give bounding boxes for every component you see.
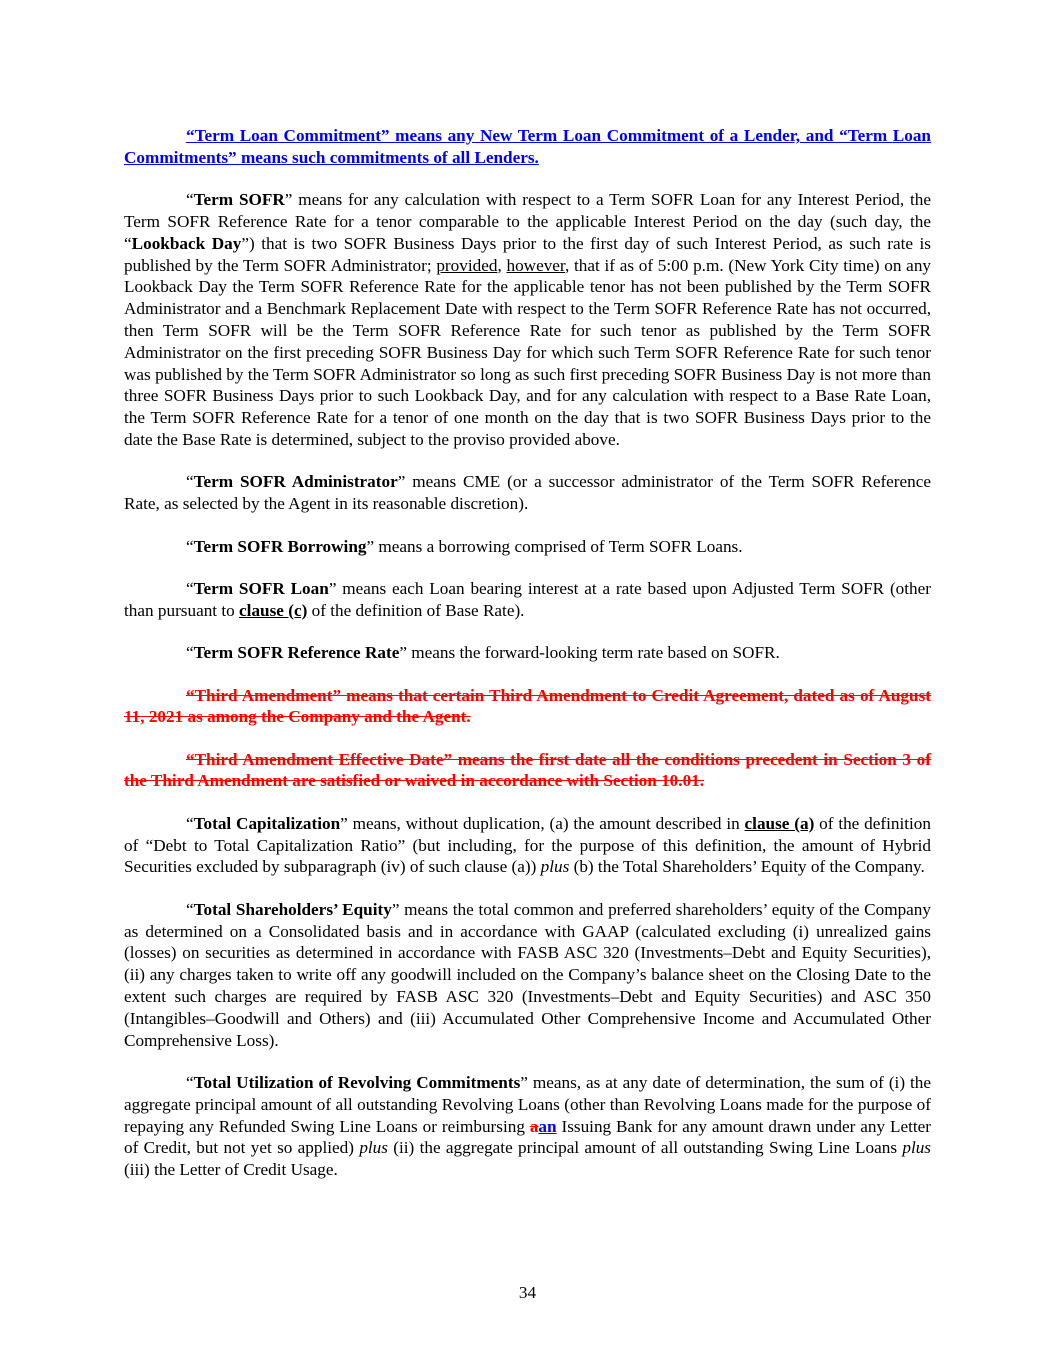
deleted-text: “Third Amendment Effective Date” means the first date all the conditions precedent in Section 3 of the Third Amendment are satisfied or waived in accordance with Section 10.01. — [124, 749, 931, 791]
deleted-text: a — [529, 1116, 539, 1136]
definition-paragraph — [124, 1072, 931, 1181]
deleted-text: “Third Amendment” means that certain Third Amendment to Credit Agreement, dated as of August 11, 2021 as among the Company and the Agent. — [124, 685, 931, 727]
text-run: ”) that is two SOFR Business Days prior to the first day of such Interest Period, as such rate is published by the Term SOFR Administrator; — [124, 233, 931, 275]
underlined-term: provided — [436, 255, 498, 275]
text-run: “ — [186, 899, 194, 919]
italic-term: plus — [540, 857, 570, 877]
text-run: “ — [186, 190, 194, 210]
clause-reference: clause (c) — [239, 600, 308, 620]
definition-paragraph — [124, 642, 931, 664]
definition-paragraph — [124, 578, 931, 622]
inserted-definition-paragraph — [124, 125, 931, 169]
text-run: ” means the forward-looking term rate based on SOFR. — [399, 643, 780, 663]
inserted-text: an — [538, 1116, 557, 1136]
italic-term: plus — [902, 1138, 931, 1158]
text-run: Issuing Bank for any amount drawn under any Letter of Credit, but not yet so applied) — [124, 1116, 932, 1158]
text-run: ” means, without duplication, (a) the amount described in — [340, 813, 745, 833]
text-run: ” means CME (or a successor administrator of the Term SOFR Reference Rate, as selected by the Agent in its reasonable discretion). — [124, 472, 932, 514]
text-run: “ — [186, 813, 194, 833]
definition-paragraph — [124, 813, 931, 878]
definition-paragraph — [124, 189, 931, 451]
inserted-text: “Term Loan Commitment” means any New Term Loan Commitment of a Lender, and “Term Loan Commitments” means such commitments of all Lenders. — [124, 126, 931, 167]
text-run: (ii) the aggregate principal amount of all outstanding Swing Line Loans — [387, 1138, 903, 1158]
clause-reference: clause (a) — [744, 813, 815, 833]
text-run: “ — [186, 536, 194, 556]
text-run: (iii) the Letter of Credit Usage. — [124, 1160, 338, 1180]
deleted-definition-paragraph — [124, 749, 931, 793]
document-page — [124, 125, 931, 1202]
text-run: “ — [186, 578, 194, 598]
italic-term: plus — [359, 1138, 388, 1158]
deleted-definition-paragraph — [124, 685, 931, 729]
text-run: , — [497, 255, 507, 275]
defined-term: Lookback Day — [131, 233, 242, 253]
definition-paragraph — [124, 899, 931, 1052]
definition-paragraph — [124, 536, 931, 558]
underlined-term: however — [506, 255, 565, 275]
text-run: “ — [186, 1073, 194, 1093]
text-run: of the definition of “Debt to Total Capitalization Ratio” (but including, for the purpose of this definition, the amount of Hybrid Securities excluded by subparagraph (iv) of such clause (a)) — [124, 813, 931, 877]
text-run: “ — [186, 472, 194, 492]
defined-term: Term SOFR Loan — [193, 578, 329, 598]
defined-term: Total Capitalization — [193, 813, 341, 833]
defined-term: Total Shareholders’ Equity — [193, 899, 392, 919]
text-run: ” means a borrowing comprised of Term SOFR Loans. — [366, 536, 743, 556]
text-run: of the definition of Base Rate). — [307, 600, 525, 620]
defined-term: Term SOFR Administrator — [193, 472, 398, 492]
text-run: ” means the total common and preferred shareholders’ equity of the Company as determined on a Consolidated basis and in accordance with GAAP (calculated excluding (i) unrealized gains (losses) on securities as determined in accordance with FASB ASC 320 (Investments–Debt and Equity Securities), (ii) any charges taken to write off any goodwill included on the Company’s balance sheet on the Closing Date to the extent such charges are required by FASB ASC 320 (Investments–Debt and Equity Securities) and ASC 350 (Intangibles–Goodwill and Others) and (iii) Accumulated Other Comprehensive Income and Accumulated Other Comprehensive Loss). — [124, 899, 931, 1050]
page-number: 34 — [518, 1283, 537, 1302]
text-run: ” means for any calculation with respect to a Term SOFR Loan for any Interest Period, the Term SOFR Reference Rate for a tenor comparable to the applicable Interest Period on the day (such day, the “ — [124, 190, 931, 253]
definition-paragraph — [124, 471, 931, 515]
text-run: ” means each Loan bearing interest at a rate based upon Adjusted Term SOFR (other than pursuant to — [124, 578, 932, 620]
defined-term: Term SOFR — [193, 190, 285, 210]
text-run: ” means, as at any date of determination, the sum of (i) the aggregate principal amount of all outstanding Revolving Loans (other than Revolving Loans made for the purpose of repaying any Refunded Swing Line Loans or reimbursing — [124, 1073, 931, 1136]
defined-term: Term SOFR Borrowing — [193, 536, 367, 556]
text-run: “ — [186, 643, 194, 663]
defined-term: Total Utilization of Revolving Commitments — [193, 1073, 521, 1093]
text-run: , that if as of 5:00 p.m. (New York City time) on any Lookback Day the Term SOFR Reference Rate for the applicable tenor has not been published by the Term SOFR Administrator and a Benchmark Replacement Date with respect to the Term SOFR Reference Rate has not occurred, then Term SOFR will be the Term SOFR Reference Rate for such tenor as published by the Term SOFR Administrator on the first preceding SOFR Business Day for which such Term SOFR Reference Rate for such tenor was published by the Term SOFR Administrator so long as such first preceding SOFR Business Day is not more than three SOFR Business Days prior to such Lookback Day, and for any calculation with respect to a Base Rate Loan, the Term SOFR Reference Rate for a tenor of one month on the day that is two SOFR Business Days prior to the date the Base Rate is determined, subject to the proviso provided above. — [124, 255, 932, 449]
text-run: (b) the Total Shareholders’ Equity of the Company. — [569, 857, 925, 877]
defined-term: Term SOFR Reference Rate — [193, 643, 400, 663]
